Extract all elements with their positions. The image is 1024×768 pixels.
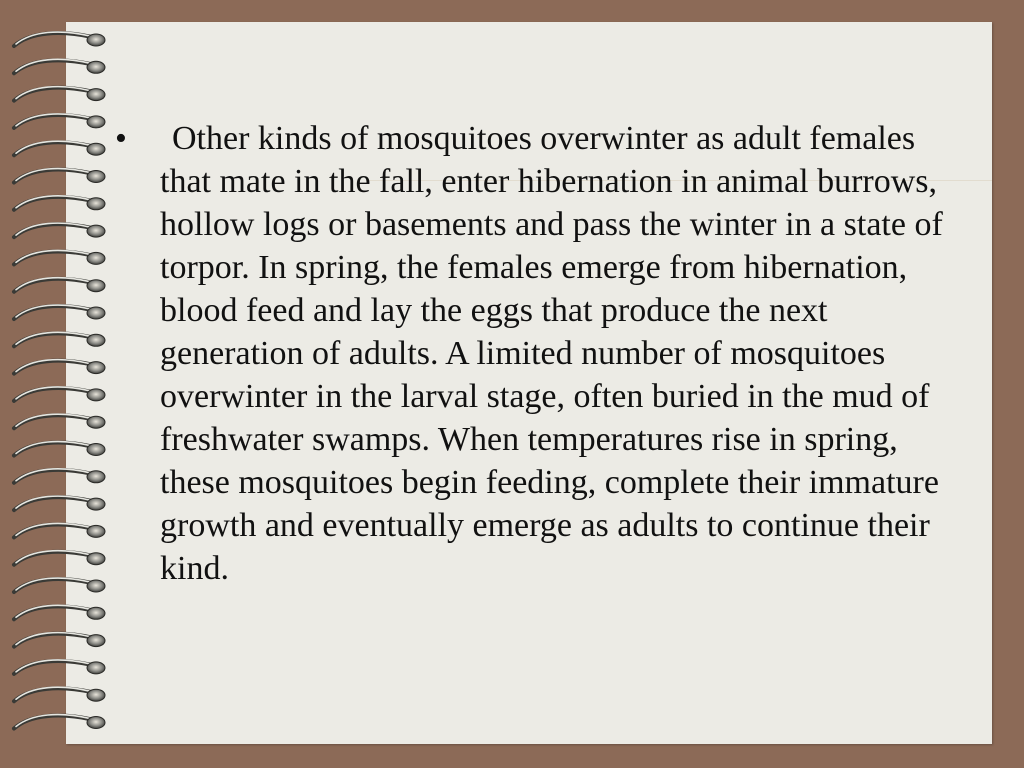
bullet-text: Other kinds of mosquitoes overwinter as adult females that mate in the fall, enter hibernation in animal burrows, hollow logs or basements and pass the winter in a state of torpor. In spring, the females emerge from hibernation, blood feed and lay the eggs that produce the next generation of adults. A limited number of mosquitoes overwinter in the larval stage, often buried in the mud of freshwater swamps. When temperatures rise in spring, these mosquitoes begin feeding, complete their immature growth and eventually emerge as adults to continue their kind. xyxy=(160,120,943,587)
spiral-coil xyxy=(14,414,105,428)
spiral-coil xyxy=(14,169,105,183)
spiral-coil xyxy=(14,578,105,592)
spiral-coil xyxy=(14,196,105,210)
spiral-coil xyxy=(14,387,105,401)
spiral-binding-icon xyxy=(0,0,120,768)
spiral-coil xyxy=(14,250,105,264)
spiral-coil xyxy=(14,605,105,619)
spiral-coil xyxy=(14,87,105,101)
spiral-coil xyxy=(14,332,105,346)
spiral-coil xyxy=(14,59,105,73)
spiral-coil xyxy=(14,469,105,483)
spiral-coil xyxy=(14,715,105,729)
spiral-coil xyxy=(14,114,105,128)
spiral-coil xyxy=(14,360,105,374)
bullet-marker: • xyxy=(115,120,127,157)
spiral-coil xyxy=(14,305,105,319)
spiral-coil xyxy=(14,278,105,292)
spiral-coil xyxy=(14,442,105,456)
spiral-coil xyxy=(14,223,105,237)
spiral-coil xyxy=(14,523,105,537)
spiral-coil xyxy=(14,633,105,647)
spiral-coil xyxy=(14,141,105,155)
spiral-coil xyxy=(14,660,105,674)
slide-body xyxy=(115,117,965,590)
spiral-coil xyxy=(14,496,105,510)
spiral-coil xyxy=(14,32,105,46)
spiral-coil xyxy=(14,551,105,565)
spiral-coil xyxy=(14,687,105,701)
